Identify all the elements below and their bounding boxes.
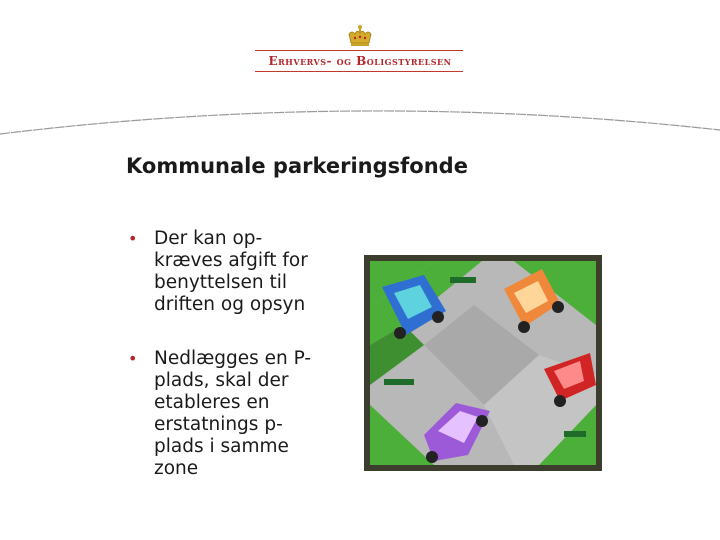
bullet-dot: • [128,349,138,368]
header-swoosh [0,92,720,142]
bullet-line: erstatnings p- [154,414,283,435]
slide-title: Kommunale parkeringsfonde [126,154,468,178]
bullet-item [126,228,356,316]
bullet-line: benyttelsen til [154,272,287,293]
bullet-line: plads, skal der [154,370,289,391]
bullet-line: Nedlægges en P- [154,348,312,369]
crown-icon [346,24,374,48]
bullet-line: Der kan op- [154,228,263,249]
bullet-line: zone [154,458,199,479]
bullet-line: etableres en [154,392,270,413]
intersection-cars-clipart [364,255,602,471]
bullet-line: driften og opsyn [154,294,306,315]
bullet-list [126,228,356,480]
bullet-dot: • [128,229,138,248]
logo-bottom-rule [255,71,463,72]
bullet-item [126,348,356,480]
agency-name: Erhvervs- og Boligstyrelsen [268,54,452,68]
bullet-line: plads i samme [154,436,289,457]
logo-top-rule [255,50,463,51]
bullet-line: kræves afgift for [154,250,308,271]
